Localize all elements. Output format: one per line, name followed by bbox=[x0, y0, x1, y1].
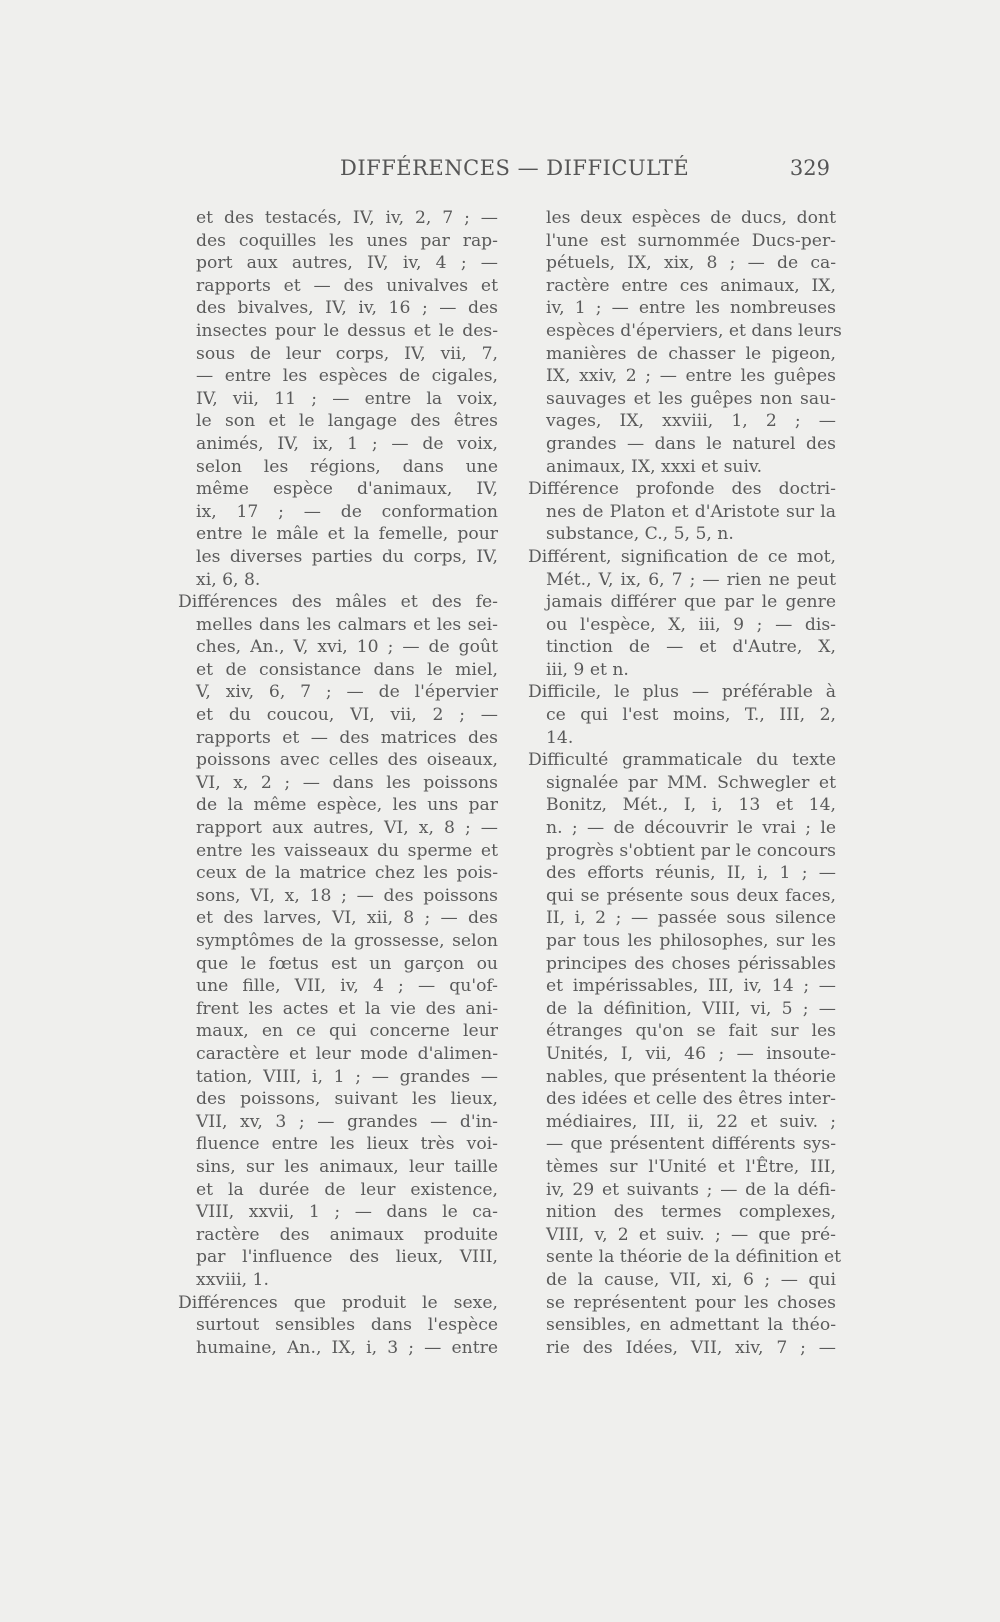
text-line: qui se présente sous deux faces, bbox=[546, 885, 836, 906]
text-line: VI, x, 2 ; — dans les poissons bbox=[196, 772, 498, 793]
text-line: insectes pour le dessus et le des- bbox=[196, 320, 498, 341]
text-line: poissons avec celles des oiseaux, bbox=[196, 750, 498, 771]
text-line: manières de chasser le pigeon, bbox=[546, 343, 836, 364]
text-line: ix, 17 ; — de conformation bbox=[196, 501, 498, 522]
text-line: xi, 6, 8. bbox=[196, 569, 261, 590]
text-line: iv, 29 et suivants ; — de la défi- bbox=[546, 1179, 836, 1200]
text-line: rie des Idées, VII, xiv, 7 ; — bbox=[546, 1337, 836, 1358]
text-line: des bivalves, IV, iv, 16 ; — des bbox=[196, 298, 498, 319]
running-head: DIFFÉRENCES — DIFFICULTÉ bbox=[340, 156, 690, 180]
text-line: médiaires, III, ii, 22 et suiv. ; bbox=[546, 1111, 836, 1132]
text-line: frent les actes et la vie des ani- bbox=[196, 998, 498, 1019]
text-line: selon les régions, dans une bbox=[196, 456, 498, 477]
text-line: et des larves, VI, xii, 8 ; — des bbox=[196, 908, 498, 929]
text-line: — que présentent différents sys- bbox=[546, 1134, 836, 1155]
text-line: sauvages et les guêpes non sau- bbox=[546, 388, 836, 409]
text-line: même espèce d'animaux, IV, bbox=[196, 479, 498, 500]
text-line: les diverses parties du corps, IV, bbox=[196, 546, 498, 567]
text-line: IX, xxiv, 2 ; — entre les guêpes bbox=[546, 366, 836, 387]
right-column bbox=[528, 207, 842, 1359]
text-line: symptômes de la grossesse, selon bbox=[196, 931, 498, 951]
text-line: de la définition, VIII, vi, 5 ; — bbox=[546, 998, 836, 1019]
left-column bbox=[178, 207, 498, 1359]
text-line: ractère des animaux produite bbox=[196, 1224, 498, 1245]
page-header bbox=[340, 156, 830, 186]
text-line: VIII, v, 2 et suiv. ; — que pré- bbox=[546, 1224, 836, 1245]
text-line: des idées et celle des êtres inter- bbox=[546, 1089, 836, 1110]
text-line: melles dans les calmars et les sei- bbox=[196, 614, 498, 635]
page-number: 329 bbox=[789, 156, 830, 180]
entry-headword-line: Différent, signification de ce mot, bbox=[528, 546, 836, 567]
text-line: nables, que présentent la théorie bbox=[546, 1066, 836, 1087]
text-line: de la même espèce, les uns par bbox=[196, 795, 498, 816]
text-line: et impérissables, III, iv, 14 ; — bbox=[546, 976, 836, 997]
text-line: rapport aux autres, VI, x, 8 ; — bbox=[196, 818, 498, 839]
text-line: animaux, IX, xxxi et suiv. bbox=[546, 456, 763, 477]
text-line: jamais différer que par le genre bbox=[546, 592, 836, 613]
text-line: ractère entre ces animaux, IX, bbox=[546, 275, 836, 296]
text-line: nition des termes complexes, bbox=[546, 1202, 836, 1223]
text-line: sensibles, en admettant la théo- bbox=[546, 1315, 836, 1336]
entry-headword-line: Difficulté grammaticale du texte bbox=[528, 750, 836, 771]
text-line: n. ; — de découvrir le vrai ; le bbox=[546, 818, 836, 839]
text-line: entre les vaisseaux du sperme et bbox=[196, 840, 498, 861]
text-line: Mét., V, ix, 6, 7 ; — rien ne peut bbox=[546, 569, 836, 590]
text-line: et du coucou, VI, vii, 2 ; — bbox=[196, 705, 498, 726]
text-line: grandes — dans le naturel des bbox=[546, 433, 836, 454]
text-line: — entre les espèces de cigales, bbox=[196, 366, 498, 387]
text-line: sins, sur les animaux, leur taille bbox=[196, 1156, 498, 1177]
text-line: nes de Platon et d'Aristote sur la bbox=[546, 501, 836, 522]
text-line: Bonitz, Mét., I, i, 13 et 14, bbox=[546, 795, 836, 816]
text-line: progrès s'obtient par le concours bbox=[546, 840, 836, 861]
text-line: maux, en ce qui concerne leur bbox=[196, 1021, 498, 1042]
text-line: humaine, An., IX, i, 3 ; — entre bbox=[196, 1337, 498, 1358]
text-line: animés, IV, ix, 1 ; — de voix, bbox=[196, 433, 498, 454]
text-line: sente la théorie de la définition et bbox=[546, 1247, 842, 1268]
text-line: Unités, I, vii, 46 ; — insoute- bbox=[546, 1043, 836, 1064]
text-line: tinction de — et d'Autre, X, bbox=[546, 637, 836, 658]
text-line: ou l'espèce, X, iii, 9 ; — dis- bbox=[546, 614, 836, 635]
text-line: le son et le langage des êtres bbox=[196, 411, 498, 432]
text-line: des coquilles les unes par rap- bbox=[196, 230, 498, 251]
text-line: et la durée de leur existence, bbox=[196, 1179, 498, 1200]
text-line: principes des choses périssables bbox=[546, 953, 836, 974]
entry-headword-line: Différences des mâles et des fe- bbox=[178, 592, 498, 613]
text-line: des efforts réunis, II, i, 1 ; — bbox=[546, 863, 836, 884]
entry-headword-line: Différence profonde des doctri- bbox=[528, 479, 836, 500]
text-line: IV, vii, 11 ; — entre la voix, bbox=[196, 388, 498, 409]
text-line: fluence entre les lieux très voi- bbox=[196, 1134, 498, 1155]
text-line: espèces d'éperviers, et dans leurs bbox=[546, 320, 842, 341]
text-line: VIII, xxvii, 1 ; — dans le ca- bbox=[196, 1202, 498, 1223]
text-line: caractère et leur mode d'alimen- bbox=[196, 1043, 498, 1064]
text-line: 14. bbox=[546, 727, 574, 748]
text-line: tation, VIII, i, 1 ; — grandes — bbox=[196, 1066, 498, 1087]
text-line: sous de leur corps, IV, vii, 7, bbox=[196, 343, 498, 364]
text-line: ce qui l'est moins, T., III, 2, bbox=[546, 705, 836, 726]
text-line: une fille, VII, iv, 4 ; — qu'of- bbox=[196, 976, 498, 997]
text-line: sons, VI, x, 18 ; — des poissons bbox=[196, 885, 498, 906]
text-line: par tous les philosophes, sur les bbox=[546, 931, 836, 951]
text-line: pétuels, IX, xix, 8 ; — de ca- bbox=[546, 253, 836, 274]
text-line: les deux espèces de ducs, dont bbox=[546, 208, 836, 228]
text-line: surtout sensibles dans l'espèce bbox=[196, 1315, 498, 1336]
text-line: de la cause, VII, xi, 6 ; — qui bbox=[546, 1269, 836, 1290]
text-line: port aux autres, IV, iv, 4 ; — bbox=[196, 253, 498, 274]
text-line: ceux de la matrice chez les pois- bbox=[196, 863, 498, 884]
text-line: II, i, 2 ; — passée sous silence bbox=[546, 908, 836, 929]
entry-headword-line: Différences que produit le sexe, bbox=[178, 1292, 498, 1313]
entry-headword-line: Difficile, le plus — préférable à bbox=[528, 682, 836, 703]
text-line: iv, 1 ; — entre les nombreuses bbox=[546, 298, 836, 319]
text-line: iii, 9 et n. bbox=[546, 659, 629, 680]
text-line: xxviii, 1. bbox=[196, 1269, 269, 1290]
text-line: tèmes sur l'Unité et l'Être, III, bbox=[546, 1156, 836, 1177]
text-line: rapports et — des univalves et bbox=[196, 275, 498, 296]
text-line: vages, IX, xxviii, 1, 2 ; — bbox=[546, 411, 836, 432]
text-line: entre le mâle et la femelle, pour bbox=[196, 524, 498, 545]
text-line: des poissons, suivant les lieux, bbox=[196, 1089, 498, 1110]
text-line: étranges qu'on se fait sur les bbox=[546, 1021, 836, 1042]
text-line: que le fœtus est un garçon ou bbox=[196, 953, 498, 974]
text-line: l'une est surnommée Ducs-per- bbox=[546, 230, 836, 251]
text-line: se représentent pour les choses bbox=[546, 1292, 836, 1313]
text-line: substance, C., 5, 5, n. bbox=[546, 524, 734, 545]
text-line: signalée par MM. Schwegler et bbox=[546, 772, 836, 793]
text-line: VII, xv, 3 ; — grandes — d'in- bbox=[196, 1111, 498, 1132]
text-line: V, xiv, 6, 7 ; — de l'épervier bbox=[196, 682, 498, 703]
text-line: et des testacés, IV, iv, 2, 7 ; — bbox=[196, 208, 498, 228]
text-line: par l'influence des lieux, VIII, bbox=[196, 1247, 498, 1268]
text-line: ches, An., V, xvi, 10 ; — de goût bbox=[196, 637, 498, 658]
text-line: rapports et — des matrices des bbox=[196, 727, 498, 748]
text-line: et de consistance dans le miel, bbox=[196, 659, 498, 680]
